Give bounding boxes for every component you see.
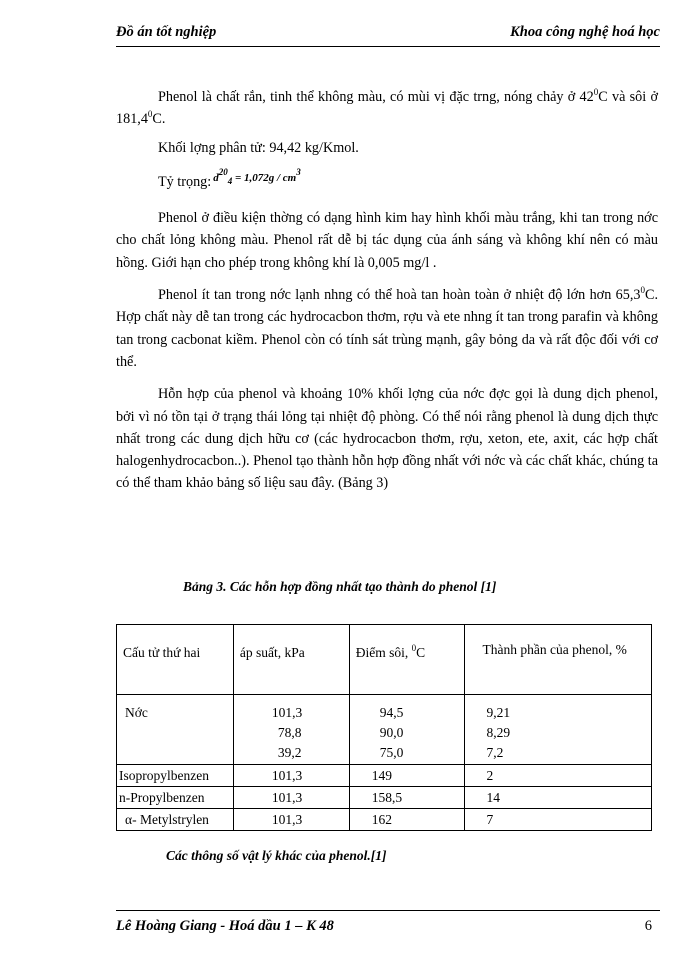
row-name: n-Propylbenzen	[117, 787, 234, 809]
row-boiling: 149	[349, 765, 464, 787]
paragraph-appearance: Phenol ở điều kiện thờng có dạng hình kim hay hình khối màu trắng, khi tan trong nớc cho chất lỏng không màu. Phenol rất dễ bị tác dụng của ánh sáng và không khí nên có màu hồng. Giới hạn cho phép trong không khí là 0,005 mg/l .	[116, 210, 658, 271]
row-name: Isopropylbenzen	[117, 765, 234, 787]
table-row	[117, 809, 652, 831]
header-boiling-point: Điểm sôi, $^0$C	[349, 625, 464, 695]
row-composition: 2	[464, 765, 652, 787]
header-right-title: Khoa công nghệ hoá học	[510, 24, 660, 40]
density-formula: d204 = 1,072g / cm3	[213, 166, 301, 186]
table-row	[117, 787, 652, 809]
section-caption: Các thông số vật lý khác của phenol.[1]	[166, 848, 387, 863]
table-caption: Bảng 3. Các hỗn hợp đồng nhất tạo thành do phenol [1]	[183, 579, 497, 594]
row-name: α- Metylstrylen	[117, 809, 234, 831]
row-boiling: 158,5	[349, 787, 464, 809]
table-header-row	[117, 625, 652, 695]
paragraph-phenol-solution: Hỗn hợp của phenol và khoảng 10% khối lợng của nớc đợc gọi là dung dịch phenol, bởi vì nó tồn tại ở trạng thái lỏng tại nhiệt độ phòng. Có thể nói rằng phenol là dung dịch thực nhất trong các dung dịch hữu cơ (các hydrocacbon thơm, rợu, xeton, ete, axit, các hợp chất halogenhydrocacbon..). Phenol tạo thành hỗn hợp đồng nhất với nớc và các chất khác, chúng ta có thể tham khảo bảng số liệu sau đây. (Bảng 3)	[116, 386, 658, 492]
body-text-top	[116, 86, 658, 495]
header-pressure: áp suất, kPa	[233, 625, 349, 695]
table-row	[117, 695, 652, 765]
paragraph-molar-mass: Khối lợng phân tử: 94,42 kg/Kmol.	[158, 139, 359, 156]
row-composition: 14	[464, 787, 652, 809]
header-composition: Thành phần của phenol, %	[464, 625, 652, 695]
table-row	[117, 765, 652, 787]
water-pressure-cell: 101,3 78,8 39,2	[233, 695, 349, 765]
header-left-title: Đồ án tốt nghiệp	[116, 24, 217, 40]
row-composition: 7	[464, 809, 652, 831]
footer-divider	[116, 910, 660, 911]
water-composition-cell: 9,21 8,29 7,2	[464, 695, 652, 765]
footer-author: Lê Hoàng Giang - Hoá dầu 1 – K 48	[116, 918, 334, 934]
row-boiling: 162	[349, 809, 464, 831]
row-pressure: 101,3	[233, 787, 349, 809]
water-boiling-cell: 94,5 90,0 75,0	[349, 695, 464, 765]
page-number: 6	[644, 918, 652, 934]
paragraph-density: Tỷ trọng: $^{d^{20}_4 = 1,072g / cm^3}$	[158, 166, 301, 190]
paragraph-physical-properties: Phenol là chất rắn, tinh thể không màu, có mùi vị đặc trng, nóng chảy ở $42^0C$ và sôi ở 181,4$^0$C.	[116, 87, 658, 128]
header-second-component: Cấu tử thứ hai	[117, 625, 234, 695]
header-divider	[116, 46, 660, 47]
azeotrope-table	[116, 624, 652, 831]
row-pressure: 101,3	[233, 765, 349, 787]
paragraph-solubility: Phenol ít tan trong nớc lạnh nhng có thể hoà tan hoàn toàn ở nhiệt độ lớn hơn 65,3$^0$C. Hợp chất này dễ tan trong các hydrocacbon thơm, rợu và ete nhng ít tan trong parafin và không tan trong cacbonat kiềm. Phenol còn có tính sát trùng mạnh, gây bỏng da và rất độc đối với cơ thể.	[116, 285, 658, 370]
row-pressure: 101,3	[233, 809, 349, 831]
water-name: Nớc	[117, 695, 234, 765]
